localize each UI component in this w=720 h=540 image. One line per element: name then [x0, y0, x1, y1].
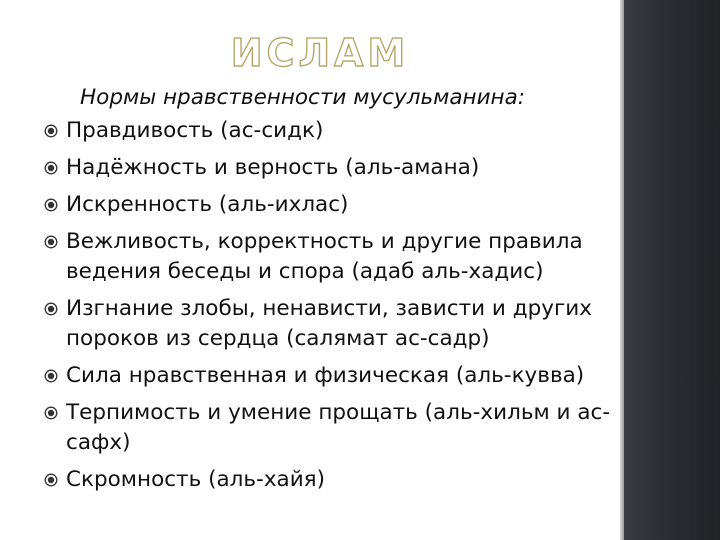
circle-dot-icon	[44, 198, 58, 212]
bullet-list	[44, 116, 624, 502]
list-item	[44, 153, 624, 183]
list-item	[44, 116, 624, 146]
list-item-text: Скромность (аль-хайя)	[66, 467, 326, 492]
list-item-text: Искренность (аль-ихлас)	[66, 192, 349, 217]
list-item	[44, 190, 624, 220]
circle-dot-icon	[44, 406, 58, 420]
slide-subtitle: Нормы нравственности мусульманина:	[80, 85, 526, 110]
slide-title: ИСЛАМ	[230, 31, 410, 75]
circle-dot-icon	[44, 235, 58, 249]
circle-dot-icon	[44, 124, 58, 138]
list-item-text: Изгнание злобы, ненависти, зависти и других пороков из сердца (салямат ас-садр)	[66, 296, 592, 351]
decorative-sidebar	[624, 0, 720, 540]
circle-dot-icon	[44, 473, 58, 487]
list-item-text: Терпимость и умение прощать (аль-хильм и ас-сафх)	[66, 400, 611, 455]
list-item-text: Вежливость, корректность и другие правила ведения беседы и спора (адаб аль-хадис)	[66, 229, 583, 284]
list-item	[44, 398, 624, 458]
circle-dot-icon	[44, 161, 58, 175]
list-item-text: Правдивость (ас-сидк)	[66, 118, 324, 143]
circle-dot-icon	[44, 302, 58, 316]
list-item	[44, 465, 624, 495]
circle-dot-icon	[44, 369, 58, 383]
list-item	[44, 294, 624, 354]
list-item-text: Надёжность и верность (аль-амана)	[66, 155, 480, 180]
list-item-text: Сила нравственная и физическая (аль-кувва)	[66, 363, 585, 388]
list-item	[44, 361, 624, 391]
list-item	[44, 227, 624, 287]
